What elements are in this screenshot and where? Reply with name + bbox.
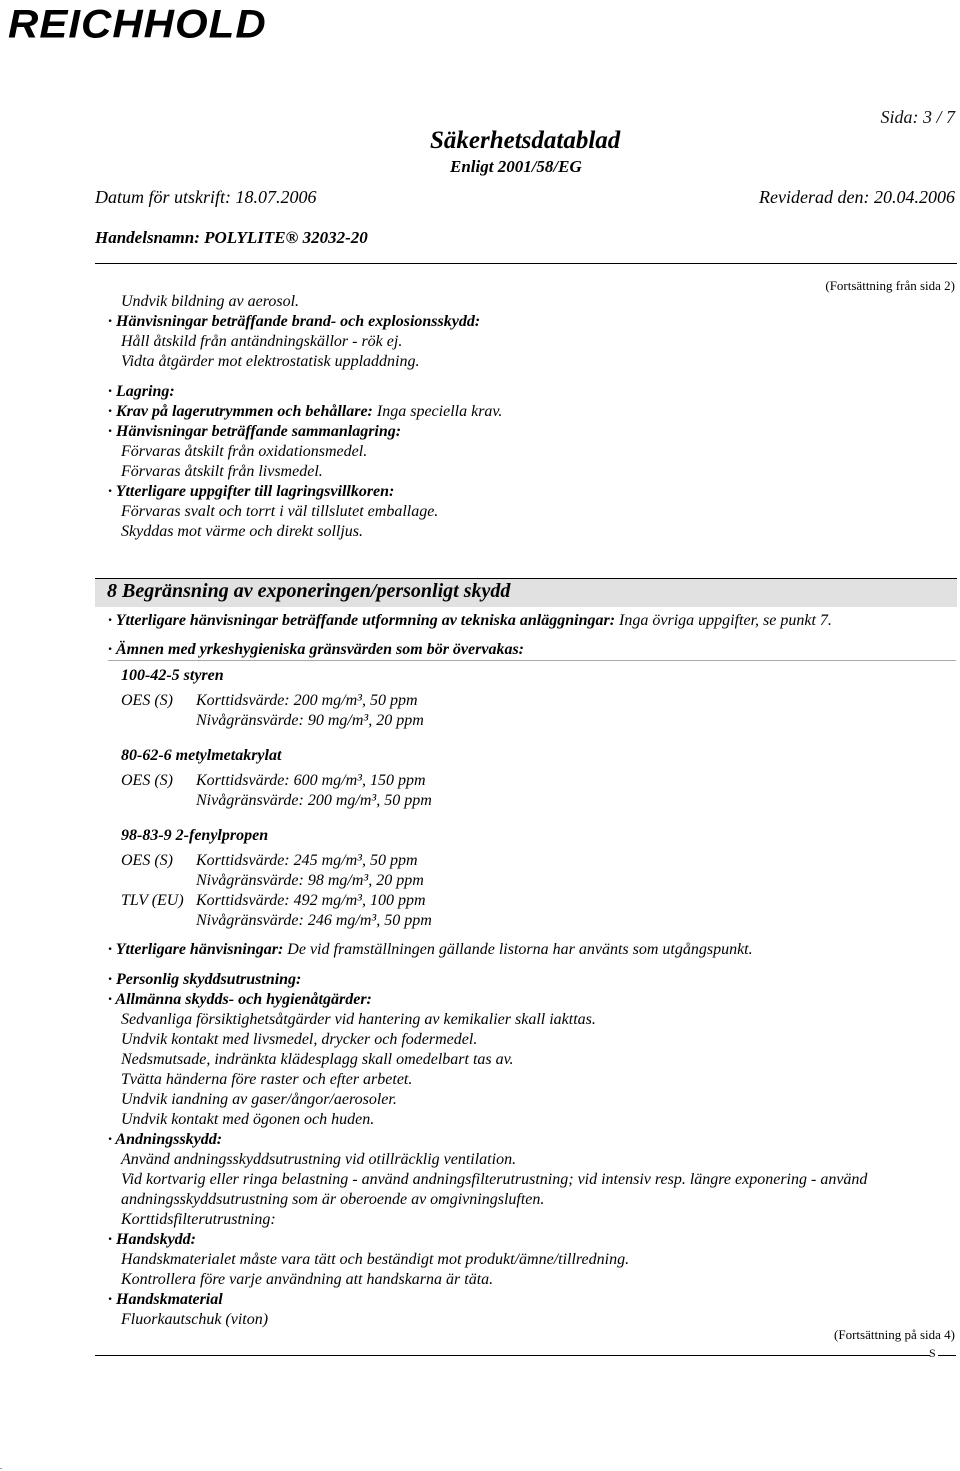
limit-code: OES (S) xyxy=(121,852,173,869)
limit-value: Nivågränsvärde: 246 mg/m³, 50 ppm xyxy=(196,912,432,929)
storage-line: Vidta åtgärder mot elektrostatisk uppladdning. xyxy=(121,353,420,370)
storage-requirements xyxy=(108,402,502,422)
respiratory-line: Använd andningsskyddsutrustning vid otillräcklig ventilation. xyxy=(121,1151,517,1168)
storage-line: Skyddas mot värme och direkt solljus. xyxy=(121,523,364,540)
storage-requirements-label: · Krav på lagerutrymmen och behållare: xyxy=(108,403,373,420)
storage-line: Förvaras svalt och torrt i väl tillslutet emballage. xyxy=(121,503,439,520)
header-divider xyxy=(95,263,957,264)
storage-requirements-value: Inga speciella krav. xyxy=(372,403,503,420)
technical-measures-label: · Ytterligare hänvisningar beträffande utformning av tekniska anläggningar: xyxy=(108,612,616,629)
section-title: 8 Begränsning av exponeringen/personligt skydd xyxy=(107,580,511,602)
hand-protection-line: Kontrollera före varje användning att handskarna är täta. xyxy=(121,1271,494,1288)
document-title: Säkerhetsdatablad xyxy=(430,127,621,154)
hygiene-line: Nedsmutsade, indränkta klädesplagg skall omedelbart tas av. xyxy=(121,1051,514,1068)
print-date: Datum för utskrift: 18.07.2006 xyxy=(95,187,317,207)
hand-protection-heading: · Handskydd: xyxy=(108,1231,196,1248)
additional-notes-label: · Ytterligare hänvisningar: xyxy=(108,941,284,958)
storage-line: Håll åtskild från antändningskällor - rök ej. xyxy=(121,333,403,350)
hygiene-heading: · Allmänna skydds- och hygienåtgärder: xyxy=(108,991,372,1008)
storage-line: Förvaras åtskilt från oxidationsmedel. xyxy=(121,443,368,460)
additional-notes-value: De vid framställningen gällande listorna har använts som utgångspunkt. xyxy=(283,941,753,958)
exposure-limits-divider xyxy=(108,660,956,661)
fire-protection-heading: · Hänvisningar beträffande brand- och explosionsskydd: xyxy=(108,313,481,330)
hygiene-line: Undvik kontakt med ögonen och huden. xyxy=(121,1111,375,1128)
footer-divider xyxy=(938,1355,956,1356)
substance-name: 98-83-9 2-fenylpropen xyxy=(121,827,269,844)
limit-value: Korttidsvärde: 492 mg/m³, 100 ppm xyxy=(196,892,426,909)
respiratory-line: Korttidsfilterutrustning: xyxy=(121,1211,276,1228)
corner-dot: . xyxy=(0,1462,2,1471)
hygiene-line: Undvik iandning av gaser/ångor/aerosoler. xyxy=(121,1091,397,1108)
glove-material-heading: · Handskmaterial xyxy=(108,1291,223,1308)
hygiene-line: Sedvanliga försiktighetsåtgärder vid hantering av kemikalier skall iakttas. xyxy=(121,1011,596,1028)
respiratory-line: andningsskyddsutrustning som är oberoende av omgivningsluften. xyxy=(121,1191,545,1208)
additional-notes xyxy=(108,940,753,960)
revision-date: Reviderad den: 20.04.2006 xyxy=(759,187,955,207)
limit-code: TLV (EU) xyxy=(121,892,184,909)
continued-from-note: (Fortsättning från sida 2) xyxy=(825,278,955,293)
exposure-limits-heading: · Ämnen med yrkeshygieniska gränsvärden som bör övervakas: xyxy=(108,641,524,658)
document-subtitle: Enligt 2001/58/EG xyxy=(450,157,582,176)
ppe-heading: · Personlig skyddsutrustning: xyxy=(108,971,302,988)
glove-material-line: Fluorkautschuk (viton) xyxy=(121,1311,269,1328)
trade-name: Handelsnamn: POLYLITE® 32032-20 xyxy=(95,228,368,247)
storage-line: Undvik bildning av aerosol. xyxy=(121,293,300,310)
hygiene-line: Undvik kontakt med livsmedel, drycker och fodermedel. xyxy=(121,1031,478,1048)
storage-line: Förvaras åtskilt från livsmedel. xyxy=(121,463,323,480)
hygiene-line: Tvätta händerna före raster och efter arbetet. xyxy=(121,1071,413,1088)
page-number: Sida: 3 / 7 xyxy=(880,107,955,127)
limit-code: OES (S) xyxy=(121,772,173,789)
limit-value: Nivågränsvärde: 98 mg/m³, 20 ppm xyxy=(196,872,424,889)
substance-name: 100-42-5 styren xyxy=(121,667,224,684)
limit-value: Korttidsvärde: 245 mg/m³, 50 ppm xyxy=(196,852,418,869)
limit-code: OES (S) xyxy=(121,692,173,709)
language-mark: S xyxy=(929,1346,936,1360)
limit-value: Korttidsvärde: 200 mg/m³, 50 ppm xyxy=(196,692,418,709)
storage-heading: · Lagring: xyxy=(108,383,175,400)
hand-protection-line: Handskmaterialet måste vara tätt och beständigt mot produkt/ämne/tillredning. xyxy=(121,1251,630,1268)
footer-divider xyxy=(95,1355,930,1356)
limit-value: Nivågränsvärde: 200 mg/m³, 50 ppm xyxy=(196,792,432,809)
company-logo: REICHHOLD xyxy=(8,1,267,46)
respiratory-heading: · Andningsskydd: xyxy=(108,1131,223,1148)
limit-value: Nivågränsvärde: 90 mg/m³, 20 ppm xyxy=(196,712,424,729)
storage-conditions-heading: · Ytterligare uppgifter till lagringsvillkoren: xyxy=(108,483,395,500)
respiratory-line: Vid kortvarig eller ringa belastning - använd andningsfilterutrustning; vid intensiv resp. längre exponering - använd xyxy=(121,1171,868,1188)
substance-name: 80-62-6 metylmetakrylat xyxy=(121,747,282,764)
technical-measures xyxy=(108,611,832,631)
continued-to-note: (Fortsättning på sida 4) xyxy=(834,1327,955,1342)
limit-value: Korttidsvärde: 600 mg/m³, 150 ppm xyxy=(196,772,426,789)
technical-measures-value: Inga övriga uppgifter, se punkt 7. xyxy=(615,612,832,629)
co-storage-heading: · Hänvisningar beträffande sammanlagring: xyxy=(108,423,402,440)
